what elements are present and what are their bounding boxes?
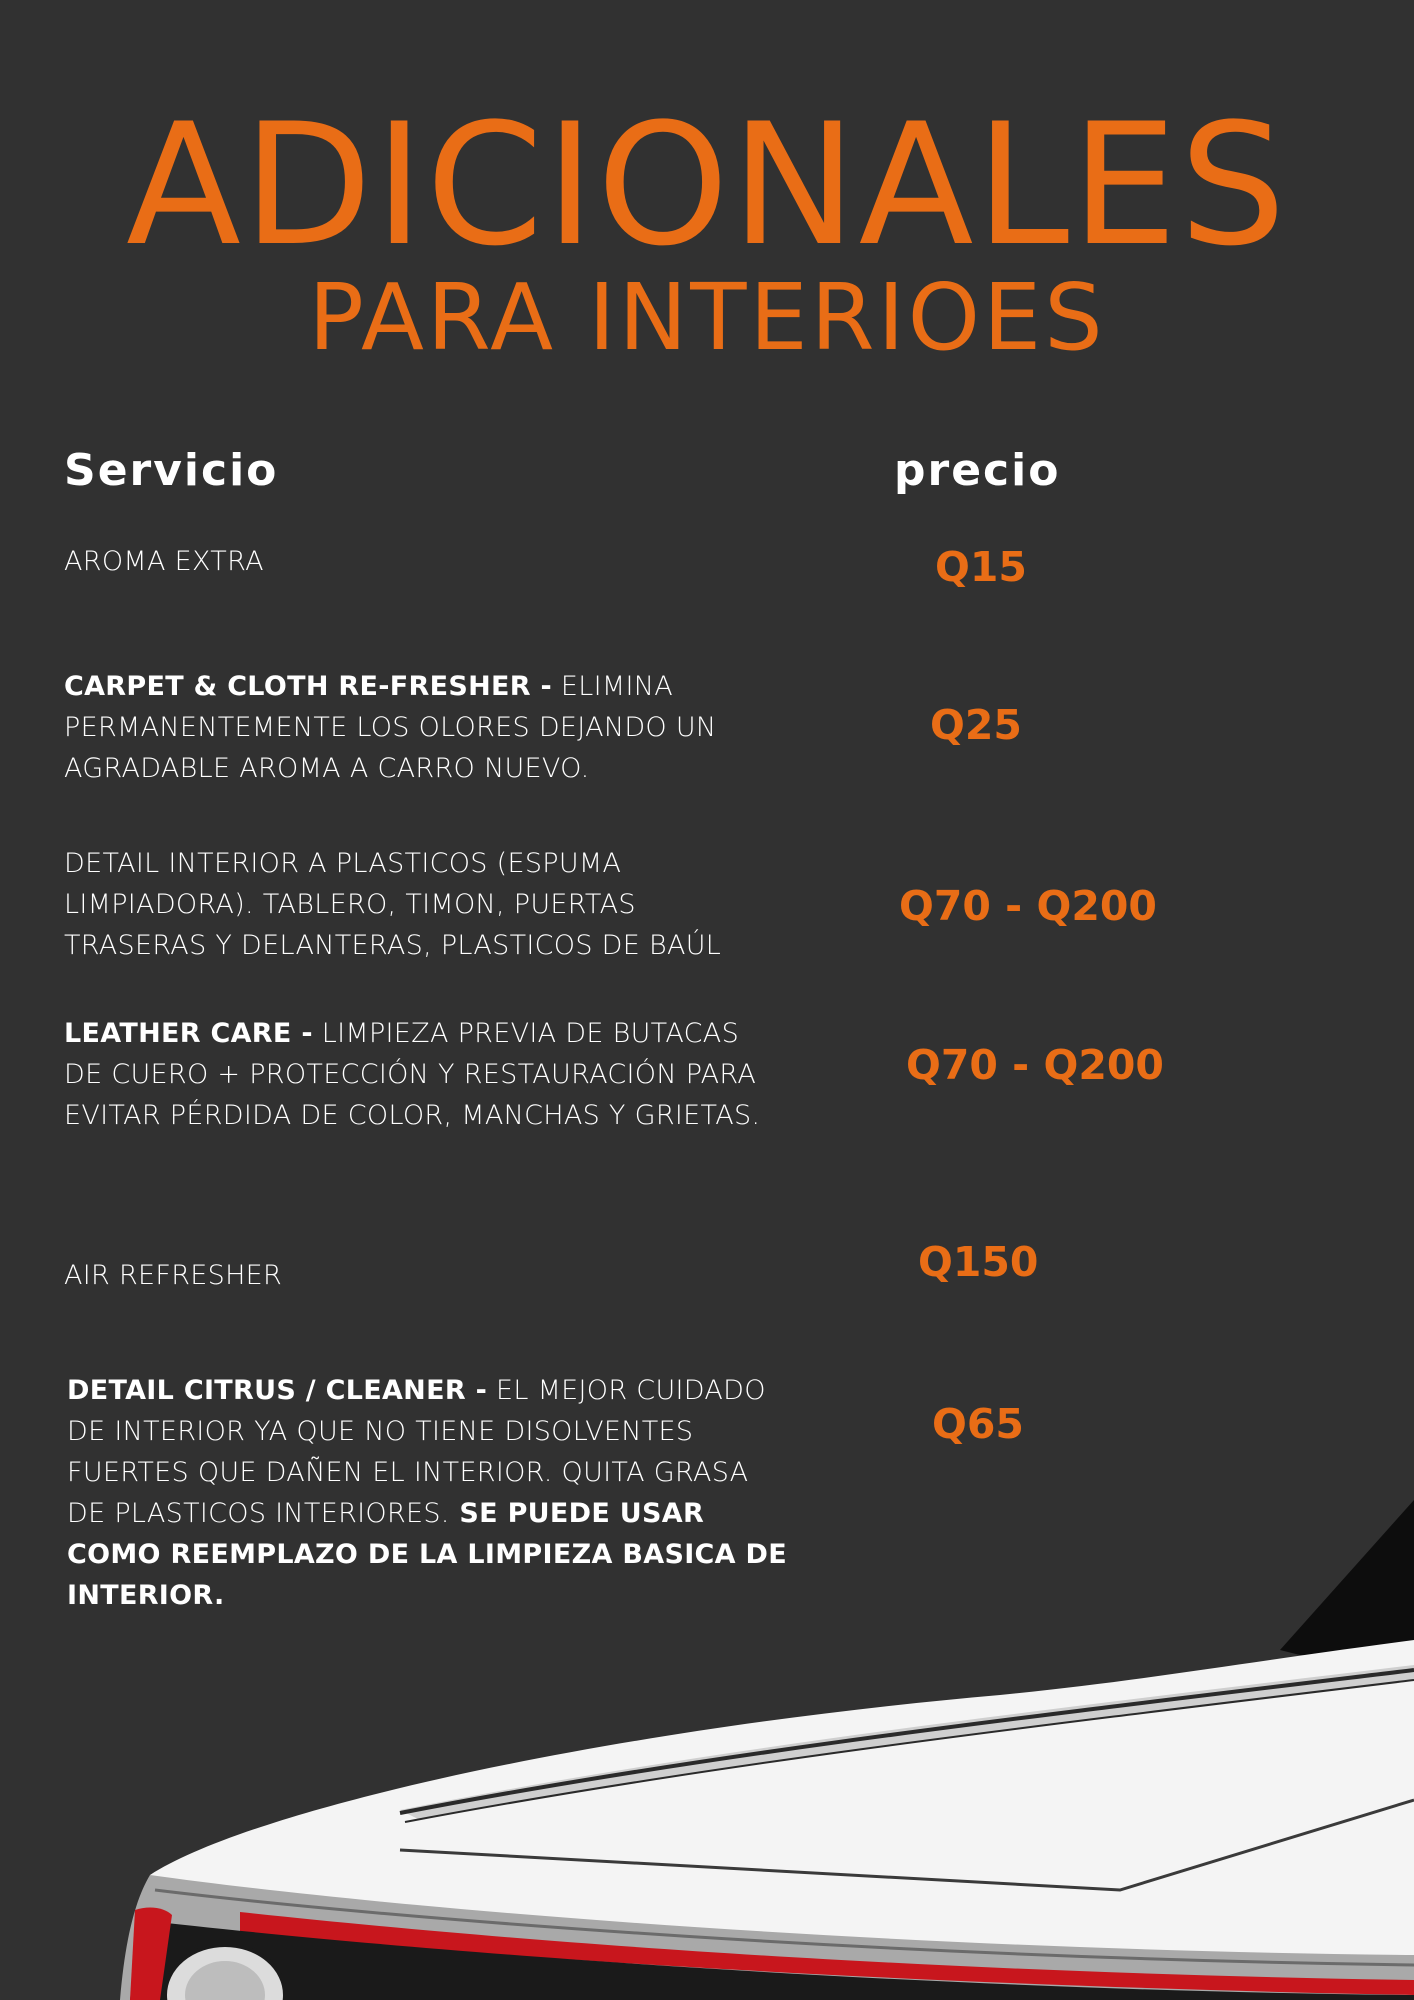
price-air-refresher: Q150 (918, 1238, 1039, 1286)
price-carpet-cloth-refresher: Q25 (930, 701, 1022, 749)
page-subtitle: PARA INTERIOES (308, 264, 1106, 371)
service-item-leather-care: LEATHER CARE - LIMPIEZA PREVIA DE BUTACAS DE CUERO + PROTECCIÓN Y RESTAURACIÓN PARA EVITAR PÉRDIDA DE COLOR, MANCHAS Y GRIETAS. (64, 1018, 761, 1131)
price-aroma-extra: Q15 (935, 543, 1027, 591)
price-leather-care: Q70 - Q200 (906, 1041, 1164, 1089)
service-item-detail-citrus-cleaner: DETAIL CITRUS / CLEANER - EL MEJOR CUIDADO DE INTERIOR YA QUE NO TIENE DISOLVENTES FUERTES QUE DAÑEN EL INTERIOR. QUITA GRASA DE PLASTICOS INTERIORES. SE PUEDE USAR COMO REEMPLAZO DE LA LIMPIEZA BASICA DE INTERIOR. (67, 1375, 788, 1611)
price-detail-interior-plasticos: Q70 - Q200 (899, 882, 1157, 930)
service-item-air-refresher: AIR REFRESHER (64, 1260, 283, 1291)
price-detail-citrus-cleaner: Q65 (932, 1400, 1024, 1448)
service-item-carpet-cloth-refresher: CARPET & CLOTH RE-FRESHER - ELIMINA PERMANENTEMENTE LOS OLORES DEJANDO UN AGRADABLE AROMA A CARRO NUEVO. (64, 671, 717, 784)
car-hood-illustration (0, 1480, 1414, 2000)
page-title: ADICIONALES (126, 87, 1288, 283)
price-column-header: precio (894, 445, 1061, 496)
service-column-header: Servicio (64, 445, 279, 496)
service-item-aroma-extra: AROMA EXTRA (64, 546, 264, 577)
service-item-detail-interior-plasticos: DETAIL INTERIOR A PLASTICOS (ESPUMA LIMPIADORA). TABLERO, TIMON, PUERTAS TRASERAS Y DELANTERAS, PLASTICOS DE BAÚL (64, 848, 722, 961)
